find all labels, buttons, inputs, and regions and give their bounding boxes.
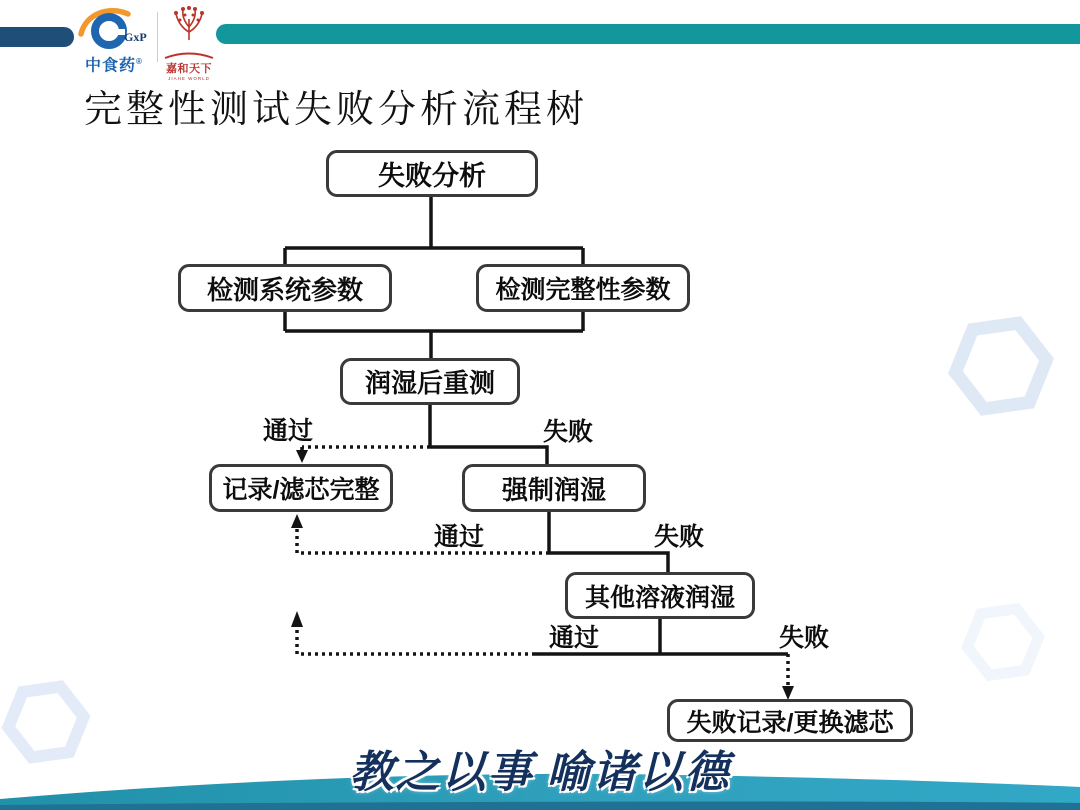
node-check-system-params bbox=[178, 264, 392, 312]
arrowhead-up-icon bbox=[291, 611, 303, 627]
arrowhead-up-icon bbox=[291, 514, 303, 528]
node-record-filter-intact bbox=[209, 464, 393, 512]
node-other-solution-wetting bbox=[565, 572, 755, 619]
jiahe-logo-subtitle: JIAHE WORLD bbox=[168, 76, 210, 81]
node-check-integrity-params bbox=[476, 264, 690, 312]
dotted-pass-2 bbox=[297, 528, 549, 553]
node-label: 其他溶液润湿 bbox=[584, 583, 735, 612]
edge-label-pass-1: 通过 bbox=[262, 417, 313, 445]
jiahe-logo-name: 嘉和天下 bbox=[166, 63, 212, 75]
node-forced-wetting bbox=[462, 464, 646, 512]
connector-top bbox=[285, 197, 583, 264]
arrowhead-down-icon bbox=[782, 686, 794, 700]
gxp-logo-name: 中食药® bbox=[85, 57, 143, 75]
node-label: 润湿后重测 bbox=[364, 368, 495, 398]
edge-label-pass-2: 通过 bbox=[433, 523, 484, 551]
node-label: 失败分析 bbox=[378, 161, 486, 191]
node-failure-analysis bbox=[326, 150, 538, 197]
edge-label-fail-3: 失败 bbox=[778, 624, 829, 652]
connector-fail-1 bbox=[430, 447, 547, 464]
node-label: 记录/滤芯完整 bbox=[222, 476, 380, 504]
edge-label-fail-1: 失败 bbox=[542, 418, 593, 446]
edge-label-fail-2: 失败 bbox=[653, 523, 704, 551]
footer-motto: 教之以事 喻诸以德 bbox=[349, 748, 731, 797]
node-label: 强制润湿 bbox=[501, 474, 606, 505]
node-label: 检测完整性参数 bbox=[495, 276, 671, 304]
slide-title: 完整性测试失败分析流程树 bbox=[84, 89, 589, 131]
connector-fail-2 bbox=[549, 553, 668, 572]
arrowhead-down-icon bbox=[296, 450, 308, 463]
svg-text:GxP: GxP bbox=[124, 30, 147, 44]
node-label: 失败记录/更换滤芯 bbox=[686, 708, 894, 737]
connector-merge bbox=[285, 312, 583, 358]
node-label: 检测系统参数 bbox=[206, 274, 363, 305]
node-retest-after-wetting bbox=[340, 358, 520, 405]
edge-label-pass-3: 通过 bbox=[548, 624, 599, 652]
registered-mark: ® bbox=[136, 57, 143, 66]
dotted-pass-3 bbox=[297, 626, 535, 654]
dotted-pass-1 bbox=[302, 447, 430, 450]
